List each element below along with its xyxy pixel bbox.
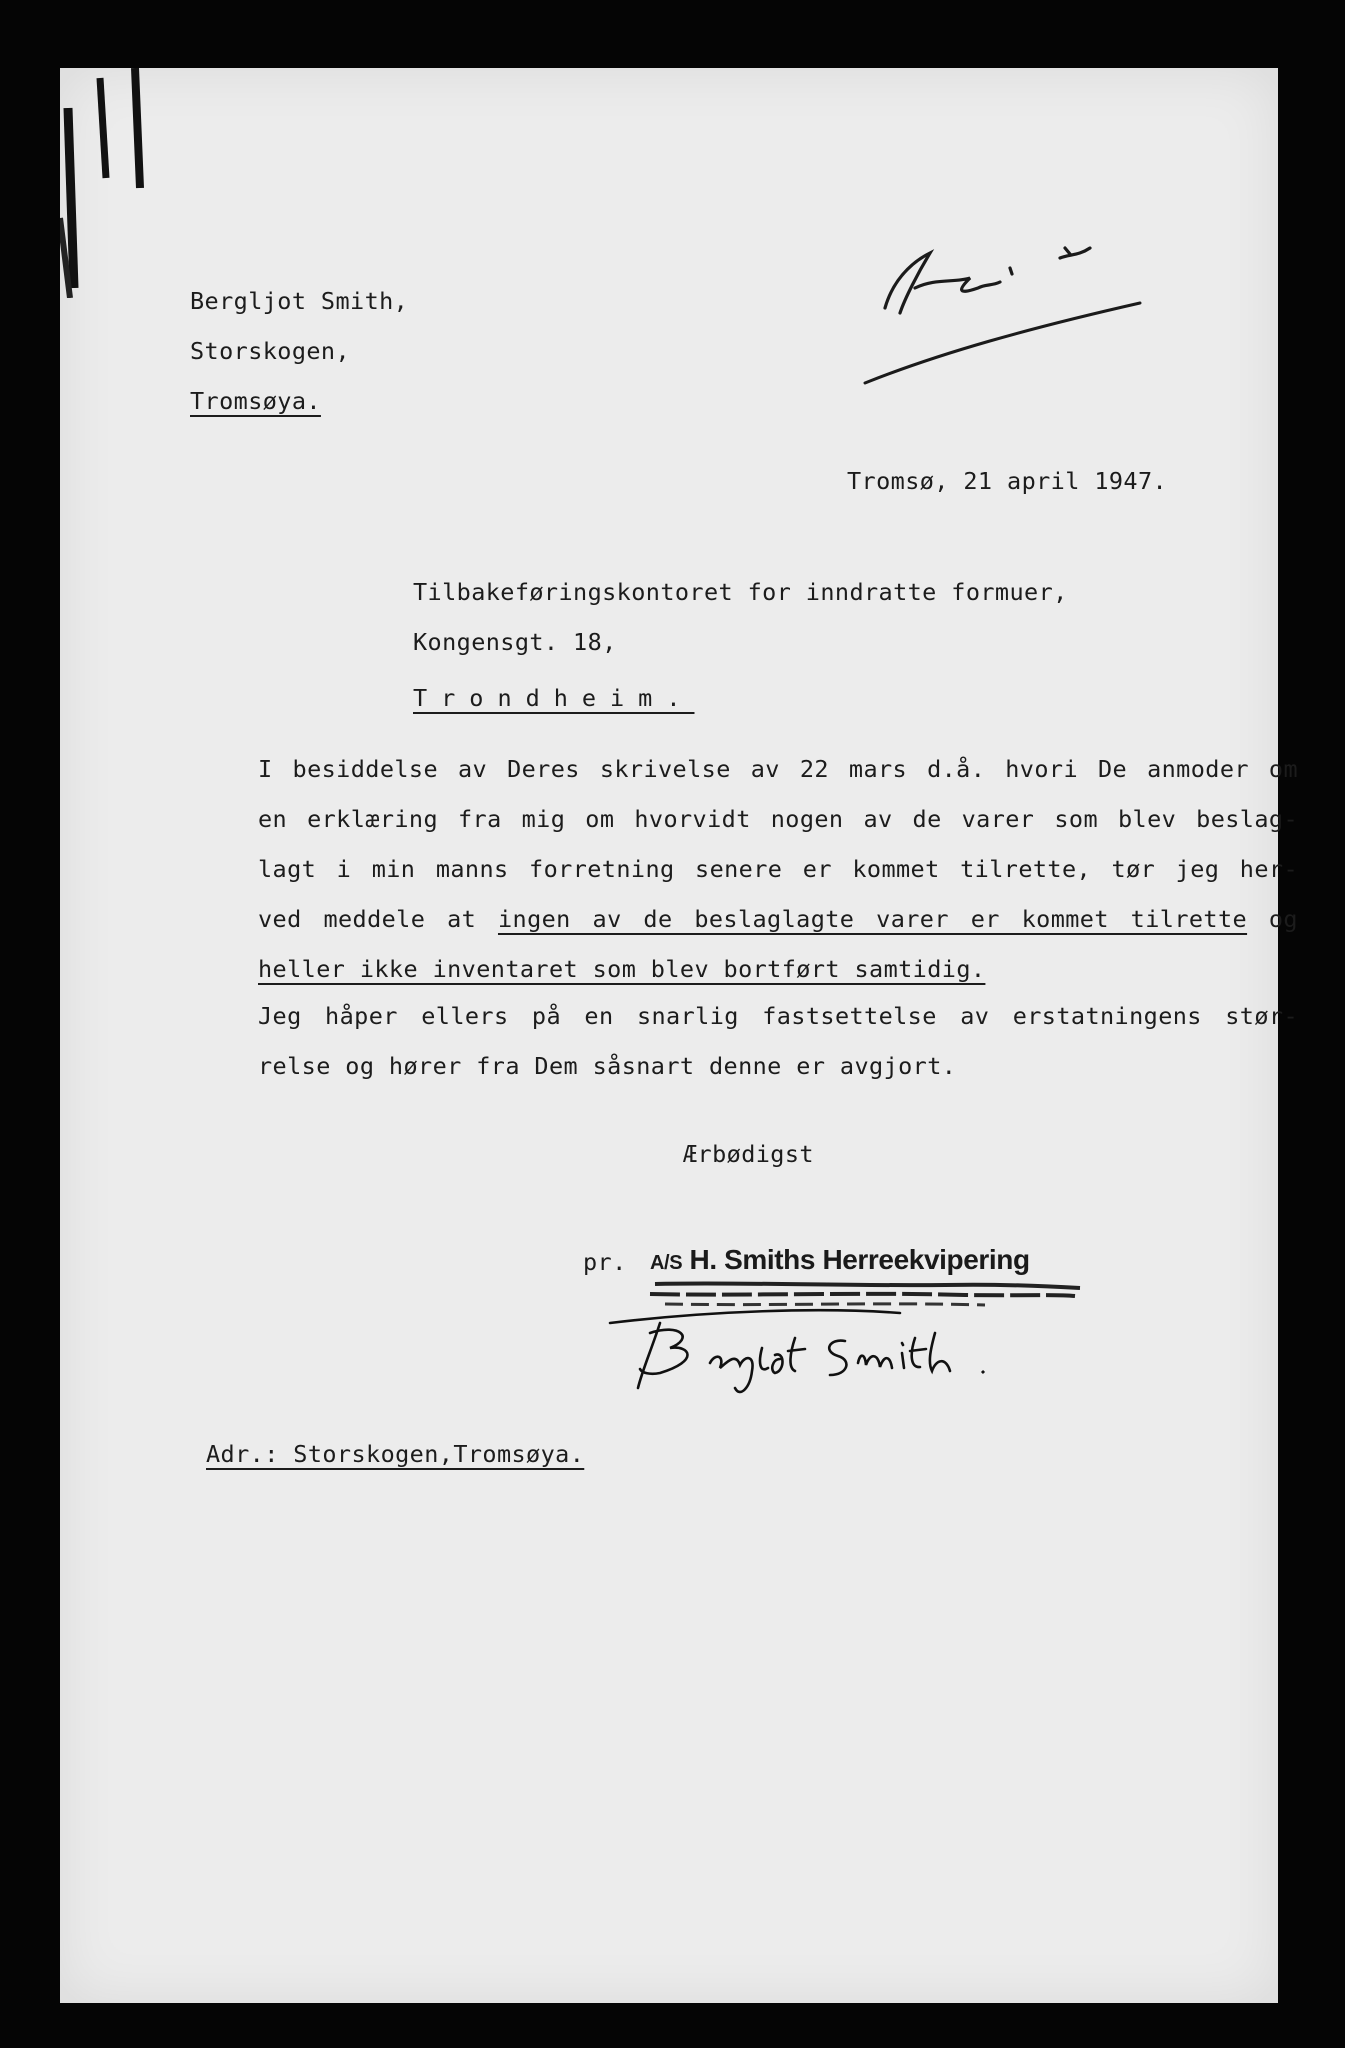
body-line-4-underlined: ingen av de beslaglagte varer er kommet tilrette (497, 905, 1248, 933)
body-line-4-end: og (1247, 905, 1298, 933)
edge-marks (60, 68, 260, 298)
stamp-company-name: H. Smiths Herreekvipering (689, 1244, 1030, 1275)
body-line-5-underlined: heller ikke inventaret som blev bortført samtidig. (258, 955, 986, 983)
sender-city: Tromsøya. (190, 387, 321, 415)
handwritten-initials-scribble (860, 178, 1160, 408)
address-line: Adr.: Storskogen,Tromsøya. (206, 1440, 585, 1468)
handwritten-signature (590, 1293, 1070, 1403)
body-line-3: lagt i min manns forretning senere er kommet tilrette, tør jeg her- (258, 855, 1298, 883)
body-line-4 (258, 905, 1298, 933)
body-line-7: relse og hører fra Dem såsnart denne er avgjort. (258, 1052, 957, 1080)
body-line-6: Jeg håper ellers på en snarlig fastsettelse av erstatningens stør- (258, 1002, 1298, 1030)
recipient-street: Kongensgt. 18, (413, 628, 617, 656)
body-line-2: en erklæring fra mig om hvorvidt nogen av de varer som blev beslag- (258, 805, 1298, 833)
sender-place: Storskogen, (190, 337, 351, 365)
date-line: Tromsø, 21 april 1947. (847, 467, 1168, 495)
letter-page (60, 68, 1298, 2003)
body-line-1: I besiddelse av Deres skrivelse av 22 mars d.å. hvori De anmoder om (258, 755, 1298, 783)
sender-name: Bergljot Smith, (190, 287, 409, 315)
recipient-office: Tilbakeføringskontoret for inndratte formuer, (413, 578, 1068, 606)
closing: Ærbødigst (683, 1140, 814, 1168)
stamp-fraction: A/S (650, 1252, 683, 1274)
recipient-city: Trondheim. (413, 684, 695, 712)
company-stamp (650, 1244, 1030, 1276)
signature-prefix: pr. (583, 1248, 627, 1276)
body-line-4-start: ved meddele at (258, 905, 498, 933)
